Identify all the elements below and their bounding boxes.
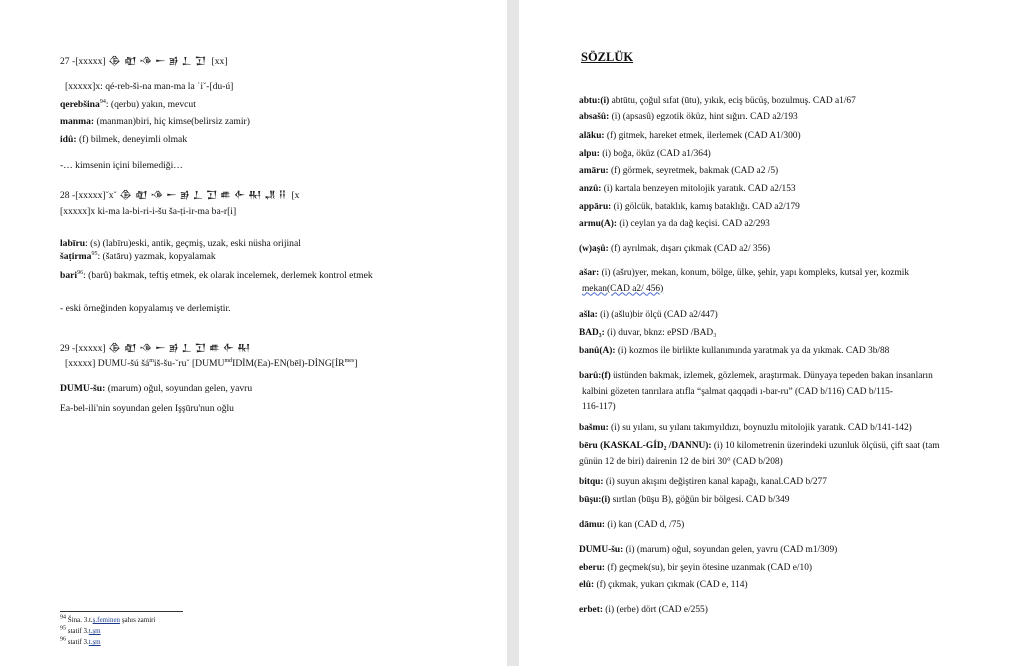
line-prefix: -[xxxxx] <box>72 56 106 67</box>
glossary-line-27-3 <box>60 134 187 146</box>
footnote-text: Šina. 3.t. <box>66 616 93 624</box>
line-29-cuneiform-row <box>60 343 253 355</box>
line-28-transliteration: [xxxxx]x ki-ma la-bi-ri-i-šu ša-ṭi-ir-ma ba-r[i] <box>60 206 237 217</box>
glossary-line-27-2 <box>60 116 250 128</box>
dict-def: (i) gölcük, bataklık, kamış bataklığı. CAD a2/179 <box>611 202 800 212</box>
footnote-link[interactable]: t.şm <box>88 627 101 635</box>
dict-entry <box>579 266 979 297</box>
cuneiform-signs: 𒆠𒊏𒈾𒀸𒂊𒁇𒋛𒌑𒅆𒊑𒂗𒍝 <box>119 190 290 201</box>
dict-def: (i) suyun akışını değiştiren kanal kapağı, kanal.CAD b/277 <box>603 477 827 487</box>
dict-def: (i) (ašru)yer, mekan, konum, bölge, ülke, şehir, yapı kompleks, kutsal yer, kozmik <box>599 268 910 278</box>
footnote-text: statif 3. <box>66 638 89 646</box>
translation-27: -… kimsenin içini bilemediği… <box>60 160 183 171</box>
dict-def: (i) (apsasû) egzotik öküz, hint sığırı. CAD a2/193 <box>609 112 798 122</box>
dict-def: (i) ceylan ya da dağ keçisi. CAD a2/293 <box>617 219 770 229</box>
gloss-def: : (barû) bakmak, teftiş etmek, ek olarak incelemek, derlemek kontrol etmek <box>83 270 373 281</box>
footnote-94 <box>60 616 155 625</box>
translit-part: ] <box>354 358 358 369</box>
gloss-term: qerebšina <box>60 99 100 110</box>
footnote-separator <box>60 611 183 612</box>
cuneiform-signs: 𒆠𒊏𒈾𒀸𒂊𒁇𒋛 <box>107 56 210 67</box>
dict-entry <box>579 475 979 491</box>
dict-term: appāru: <box>579 202 612 212</box>
line-29-transliteration <box>65 358 357 370</box>
line-suffix: [xx] <box>211 56 228 67</box>
gloss-term: DUMU-šu: <box>60 383 106 394</box>
gloss-def: (manman)biri, hiç kimse(belirsiz zamir) <box>94 116 250 127</box>
dict-def-continued: günün 12 de biri) dairenin 12 de biri 30° (CAD b/208) <box>579 456 783 467</box>
dict-term: bašmu: <box>579 423 609 433</box>
dict-entry <box>579 308 979 324</box>
dict-term: alpu: <box>579 149 600 159</box>
gloss-term: labīru <box>60 238 86 249</box>
glossary-line-28-2 <box>60 251 216 263</box>
dict-def-continued: 116-117) <box>582 402 616 412</box>
dict-def: (f) geçmek(su), bir şeyin ötesine uzanmak (CAD e/10) <box>605 563 813 573</box>
dict-entry <box>579 493 979 509</box>
dict-entry <box>579 543 979 559</box>
dict-term: armu(A): <box>579 219 618 229</box>
line-number: 27 <box>60 56 70 67</box>
gloss-def: : (qerbu) yakın, mevcut <box>105 99 196 110</box>
dict-entry <box>579 164 979 180</box>
line-prefix: -[xxxxx]˘x˘ <box>72 190 117 201</box>
translit-part: IDİM(Ea)-EN(bēl)-DİNG[İR <box>232 358 345 369</box>
dict-term: bēru (KASKAL-GÍD₂ /DANNU): <box>579 441 712 451</box>
cuneiform-signs: 𒆠𒊏𒈾𒀸𒂊𒁇𒋛𒌑𒅆𒊑 <box>107 343 254 354</box>
dict-entry <box>579 147 979 163</box>
line-number: 29 <box>60 343 70 354</box>
glossary-line-28-1 <box>60 238 301 250</box>
dict-def-continued: mekan(CAD a2/ 456) <box>582 283 664 294</box>
dict-def: üstünden bakmak, izlemek, gözlemek, araştırmak. Dünyaya tepeden bakan insanların <box>610 371 933 381</box>
line-28-cuneiform-row <box>60 190 299 202</box>
line-number: 28 <box>60 190 70 201</box>
dict-entry <box>579 369 979 416</box>
line-27-cuneiform-row <box>60 56 228 68</box>
dict-entry <box>579 603 979 619</box>
dict-entry <box>579 561 979 577</box>
dict-entry <box>579 578 979 594</box>
dict-term: anzû: <box>579 184 602 194</box>
footnote-ref: 95 <box>91 250 98 257</box>
footnote-ref: 94 <box>99 98 106 105</box>
gloss-term: bari <box>60 270 78 281</box>
footnote-text: şahıs zamiri <box>120 616 156 624</box>
gloss-term: idû: <box>60 134 77 145</box>
dict-entry <box>579 217 979 233</box>
translit-part: iš-šu-˘ru˘ [DUMU <box>153 358 225 369</box>
dict-def: (f) çıkmak, yukarı çıkmak (CAD e, 114) <box>594 580 748 590</box>
dict-def: sırtlan (būşu B), göğün bir bölgesi. CAD b/349 <box>610 495 790 505</box>
dict-term: ašar: <box>579 268 600 278</box>
footnote-number: 95 <box>60 625 66 632</box>
dict-term: dāmu: <box>579 520 606 530</box>
line-prefix: -[xxxxx] <box>72 343 106 354</box>
dict-def: (i) boğa, öküz (CAD a1/364) <box>599 149 711 159</box>
dict-term: banû(A): <box>579 346 616 356</box>
dict-term: alāku: <box>579 131 605 141</box>
dict-term: (w)aşû: <box>579 244 609 254</box>
dict-def: abtūtu, çoğul sıfat (ūtu), yıkık, eciş bücüş, bozulmuş. CAD a1/67 <box>609 96 856 106</box>
dict-entry <box>579 421 979 437</box>
dict-entry <box>579 439 979 470</box>
dict-entry <box>579 242 979 258</box>
dictionary-title: SÖZLÜK <box>581 50 634 64</box>
dict-entry <box>579 94 979 110</box>
line-suffix: [x <box>291 190 300 201</box>
footnote-link[interactable]: t.şm <box>88 638 101 646</box>
dict-term: abtu:(i) <box>579 96 610 106</box>
dict-def: (i) (erbe) dört (CAD e/255) <box>602 605 708 615</box>
translit-part: [xxxxx] DUMU-šú šá <box>65 358 150 369</box>
dict-term: DUMU-šu: <box>579 545 624 555</box>
translation-29: Ea-bel-ili'nin soyundan gelen Işşūru'nun oğlu <box>60 403 234 414</box>
dict-def: (f) ayrılmak, dışarı çıkmak (CAD a2/ 356) <box>608 244 771 254</box>
dict-entry <box>579 518 979 534</box>
translation-28: - eski örneğinden kopyalamış ve derlemiştir. <box>60 303 231 314</box>
dict-term: amāru: <box>579 166 609 176</box>
gloss-def: : (šatāru) yazmak, kopyalamak <box>97 251 216 262</box>
dict-def: (i) (ašlu)bir ölçü (CAD a2/447) <box>597 310 718 320</box>
dict-entry <box>579 110 979 126</box>
dict-term: ašla: <box>579 310 598 320</box>
dict-def: (f) gitmek, hareket etmek, ilerlemek (CAD A1/300) <box>604 131 801 141</box>
gloss-def: (marum) oğul, soyundan gelen, yavru <box>105 383 253 394</box>
footnote-96 <box>60 638 101 647</box>
dict-def: (i) duvar, bknz: ePSD /BAD₃ <box>604 328 717 338</box>
dict-entry <box>579 182 979 198</box>
translit-sup: mes <box>344 357 355 364</box>
left-page <box>0 0 507 666</box>
dict-def-continued: kalbini gözeten tanrılara atıfla “şalmat qaqqadi ı-bar-ru” (CAD b/116) CAD b/115- <box>582 386 893 397</box>
dict-term: bitqu: <box>579 477 604 487</box>
dict-def: (i) kozmos ile birlikte kullanımında yaratmak ya da yıkmak. CAD 3b/88 <box>615 346 890 356</box>
footnote-ref: 96 <box>77 269 84 276</box>
translit-sup: md <box>224 357 233 364</box>
dict-def: (f) görmek, seyretmek, bakmak (CAD a2 /5) <box>608 166 779 176</box>
line-27-transliteration: [xxxxx]x: qé-reb-ši-na man-ma la ʾi˘-[du-ú] <box>65 81 234 92</box>
right-page <box>519 0 1024 666</box>
footnote-text: statif 3. <box>66 627 89 635</box>
dict-term: barû:(f) <box>579 371 611 381</box>
glossary-line-28-3 <box>60 270 373 282</box>
footnote-number: 94 <box>60 614 66 621</box>
dict-entry <box>579 344 979 360</box>
dict-term: elû: <box>579 580 595 590</box>
dict-entry <box>579 129 979 145</box>
dict-term: erbet: <box>579 605 603 615</box>
footnote-number: 96 <box>60 636 66 643</box>
dict-term: eberu: <box>579 563 606 573</box>
gloss-def: : (s) (labīru)eski, antik, geçmiş, uzak, eski nüsha orijinal <box>85 238 301 249</box>
gloss-def: (f) bilmek, deneyimli olmak <box>76 134 188 145</box>
dict-term: būşu:(i) <box>579 495 611 505</box>
glossary-line-27-1 <box>60 99 196 111</box>
glossary-line-29-1 <box>60 383 252 395</box>
footnote-link[interactable]: ş.feminen <box>92 616 121 624</box>
gloss-term: šaṭirma <box>60 251 92 262</box>
dict-term: BAD₃: <box>579 328 605 338</box>
dict-entry <box>579 326 979 342</box>
translit-sup: m <box>149 357 154 364</box>
gloss-term: manma: <box>60 116 95 127</box>
dict-def: (i) (marum) oğul, soyundan gelen, yavru (CAD m1/309) <box>623 545 838 555</box>
dict-entry <box>579 200 979 216</box>
dict-def: (i) 10 kilometrenin üzerindeki uzunluk ölçüsü, çift saat (tam <box>711 441 940 451</box>
dict-def: (i) kartala benzeyen mitolojik yaratık. CAD a2/153 <box>601 184 796 194</box>
footnote-95 <box>60 627 101 636</box>
dict-term: absašû: <box>579 112 610 122</box>
dict-def: (i) su yılanı, su yılanı takımyıldızı, boynuzlu mitolojik yaratık. CAD b/141-142) <box>608 423 912 433</box>
dict-def: (i) kan (CAD d, /75) <box>605 520 685 530</box>
